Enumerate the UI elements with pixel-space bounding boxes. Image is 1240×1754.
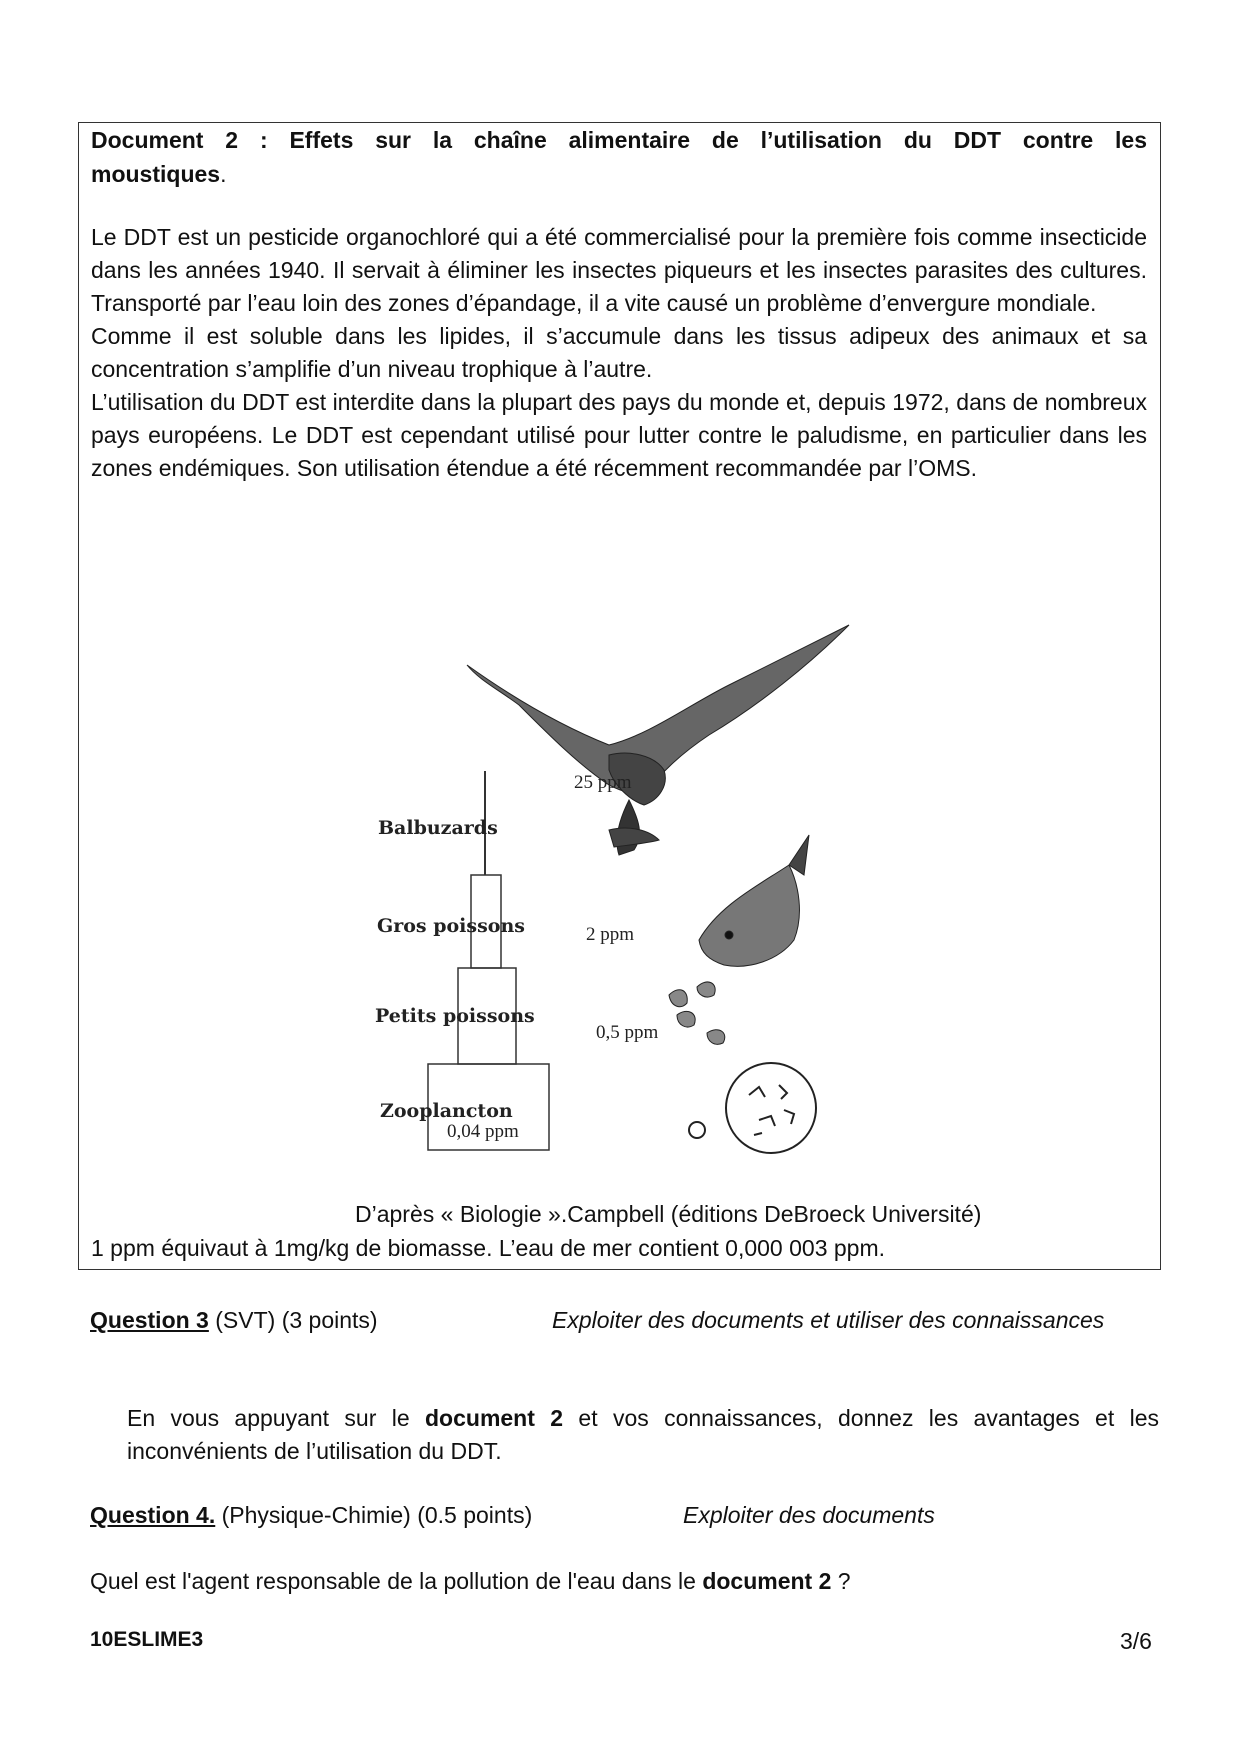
small-fish-illustration <box>669 982 725 1044</box>
paragraph: Comme il est soluble dans les lipides, il s’accumule dans les tissus adipeux des animaux et sa concentration s’amplifie d’un niveau trophique à l’autre. <box>91 323 1147 382</box>
question-3-label: Question 3 <box>90 1307 209 1333</box>
zooplancton-illustration <box>689 1063 816 1153</box>
ppm-value: 0,5 ppm <box>596 1022 659 1043</box>
level-label: Petits poissons <box>375 1005 535 1027</box>
question-3-text <box>127 1402 1159 1468</box>
question-4-text-before: Quel est l'agent responsable de la pollution de l'eau dans le <box>90 1568 703 1594</box>
question-4-header <box>90 1502 532 1529</box>
level-label: Gros poissons <box>377 915 525 937</box>
paragraph: Le DDT est un pesticide organochloré qui a été commercialisé pour la première fois comme insecticide dans les années 1940. Il servait à éliminer les insectes piqueurs et les insectes parasites des cultures. Transporté par l’eau loin des zones d’épandage, il a vite causé un problème d’envergure mondiale. <box>91 224 1147 316</box>
ddt-food-chain-figure <box>309 585 969 1305</box>
footer-code: 10ESLIME3 <box>90 1628 204 1651</box>
question-3-text-before: En vous appuyant sur le <box>127 1405 425 1431</box>
paragraph: L’utilisation du DDT est interdite dans la plupart des pays du monde et, depuis 1972, dans de nombreux pays européens. Le DDT est cependant utilisé pour lutter contre le paludisme, en particulier dans les zones endémiques. Son utilisation étendue a été récemment recommandée par l’OMS. <box>91 389 1147 481</box>
question-3-text-after: et vos connaissances, donnez les avantages et les inconvénients de l’utilisation du DDT. <box>127 1405 1159 1464</box>
ppm-value: 25 ppm <box>574 772 632 793</box>
document-title-text-end: moustiques <box>91 161 221 187</box>
question-4-text <box>90 1568 851 1595</box>
osprey-illustration <box>467 625 849 855</box>
question-4-subject: (Physique-Chimie) (0.5 points) <box>215 1502 533 1528</box>
food-chain-illustration <box>309 585 969 1185</box>
document-body <box>91 221 1147 485</box>
document-title-period: . <box>220 161 227 187</box>
question-3-subject: (SVT) (3 points) <box>208 1307 378 1333</box>
document-title-line1 <box>91 123 1147 157</box>
question-3-skill: Exploiter des documents et utiliser des connaissances <box>552 1307 1105 1333</box>
ppm-note: 1 ppm équivaut à 1mg/kg de biomasse. L’eau de mer contient 0,000 003 ppm. <box>91 1235 886 1261</box>
question-4-label: Question 4. <box>90 1502 216 1528</box>
question-4-skill: Exploiter des documents <box>683 1502 935 1528</box>
ppm-value: 0,04 ppm <box>447 1121 519 1142</box>
question-3-text-bold: document 2 <box>425 1405 564 1431</box>
level-label: Zooplancton <box>380 1100 513 1122</box>
document-title-text: Effets sur la chaîne alimentaire de l’utilisation du DDT contre les <box>289 127 1148 153</box>
level-label: Balbuzards <box>378 817 498 839</box>
ppm-value: 2 ppm <box>586 924 635 945</box>
footer-page-number: 3/6 <box>1120 1628 1152 1654</box>
question-4-text-bold: document 2 <box>702 1568 832 1594</box>
document-label: Document 2 : <box>91 127 268 153</box>
figure-citation: D’après « Biologie ».Campbell (éditions DeBroeck Université) <box>355 1201 982 1227</box>
question-3-header <box>90 1307 378 1334</box>
document-2-box <box>78 122 1161 1270</box>
big-fish-illustration <box>699 835 809 966</box>
question-4-text-after: ? <box>831 1568 851 1594</box>
document-title <box>91 123 1147 191</box>
